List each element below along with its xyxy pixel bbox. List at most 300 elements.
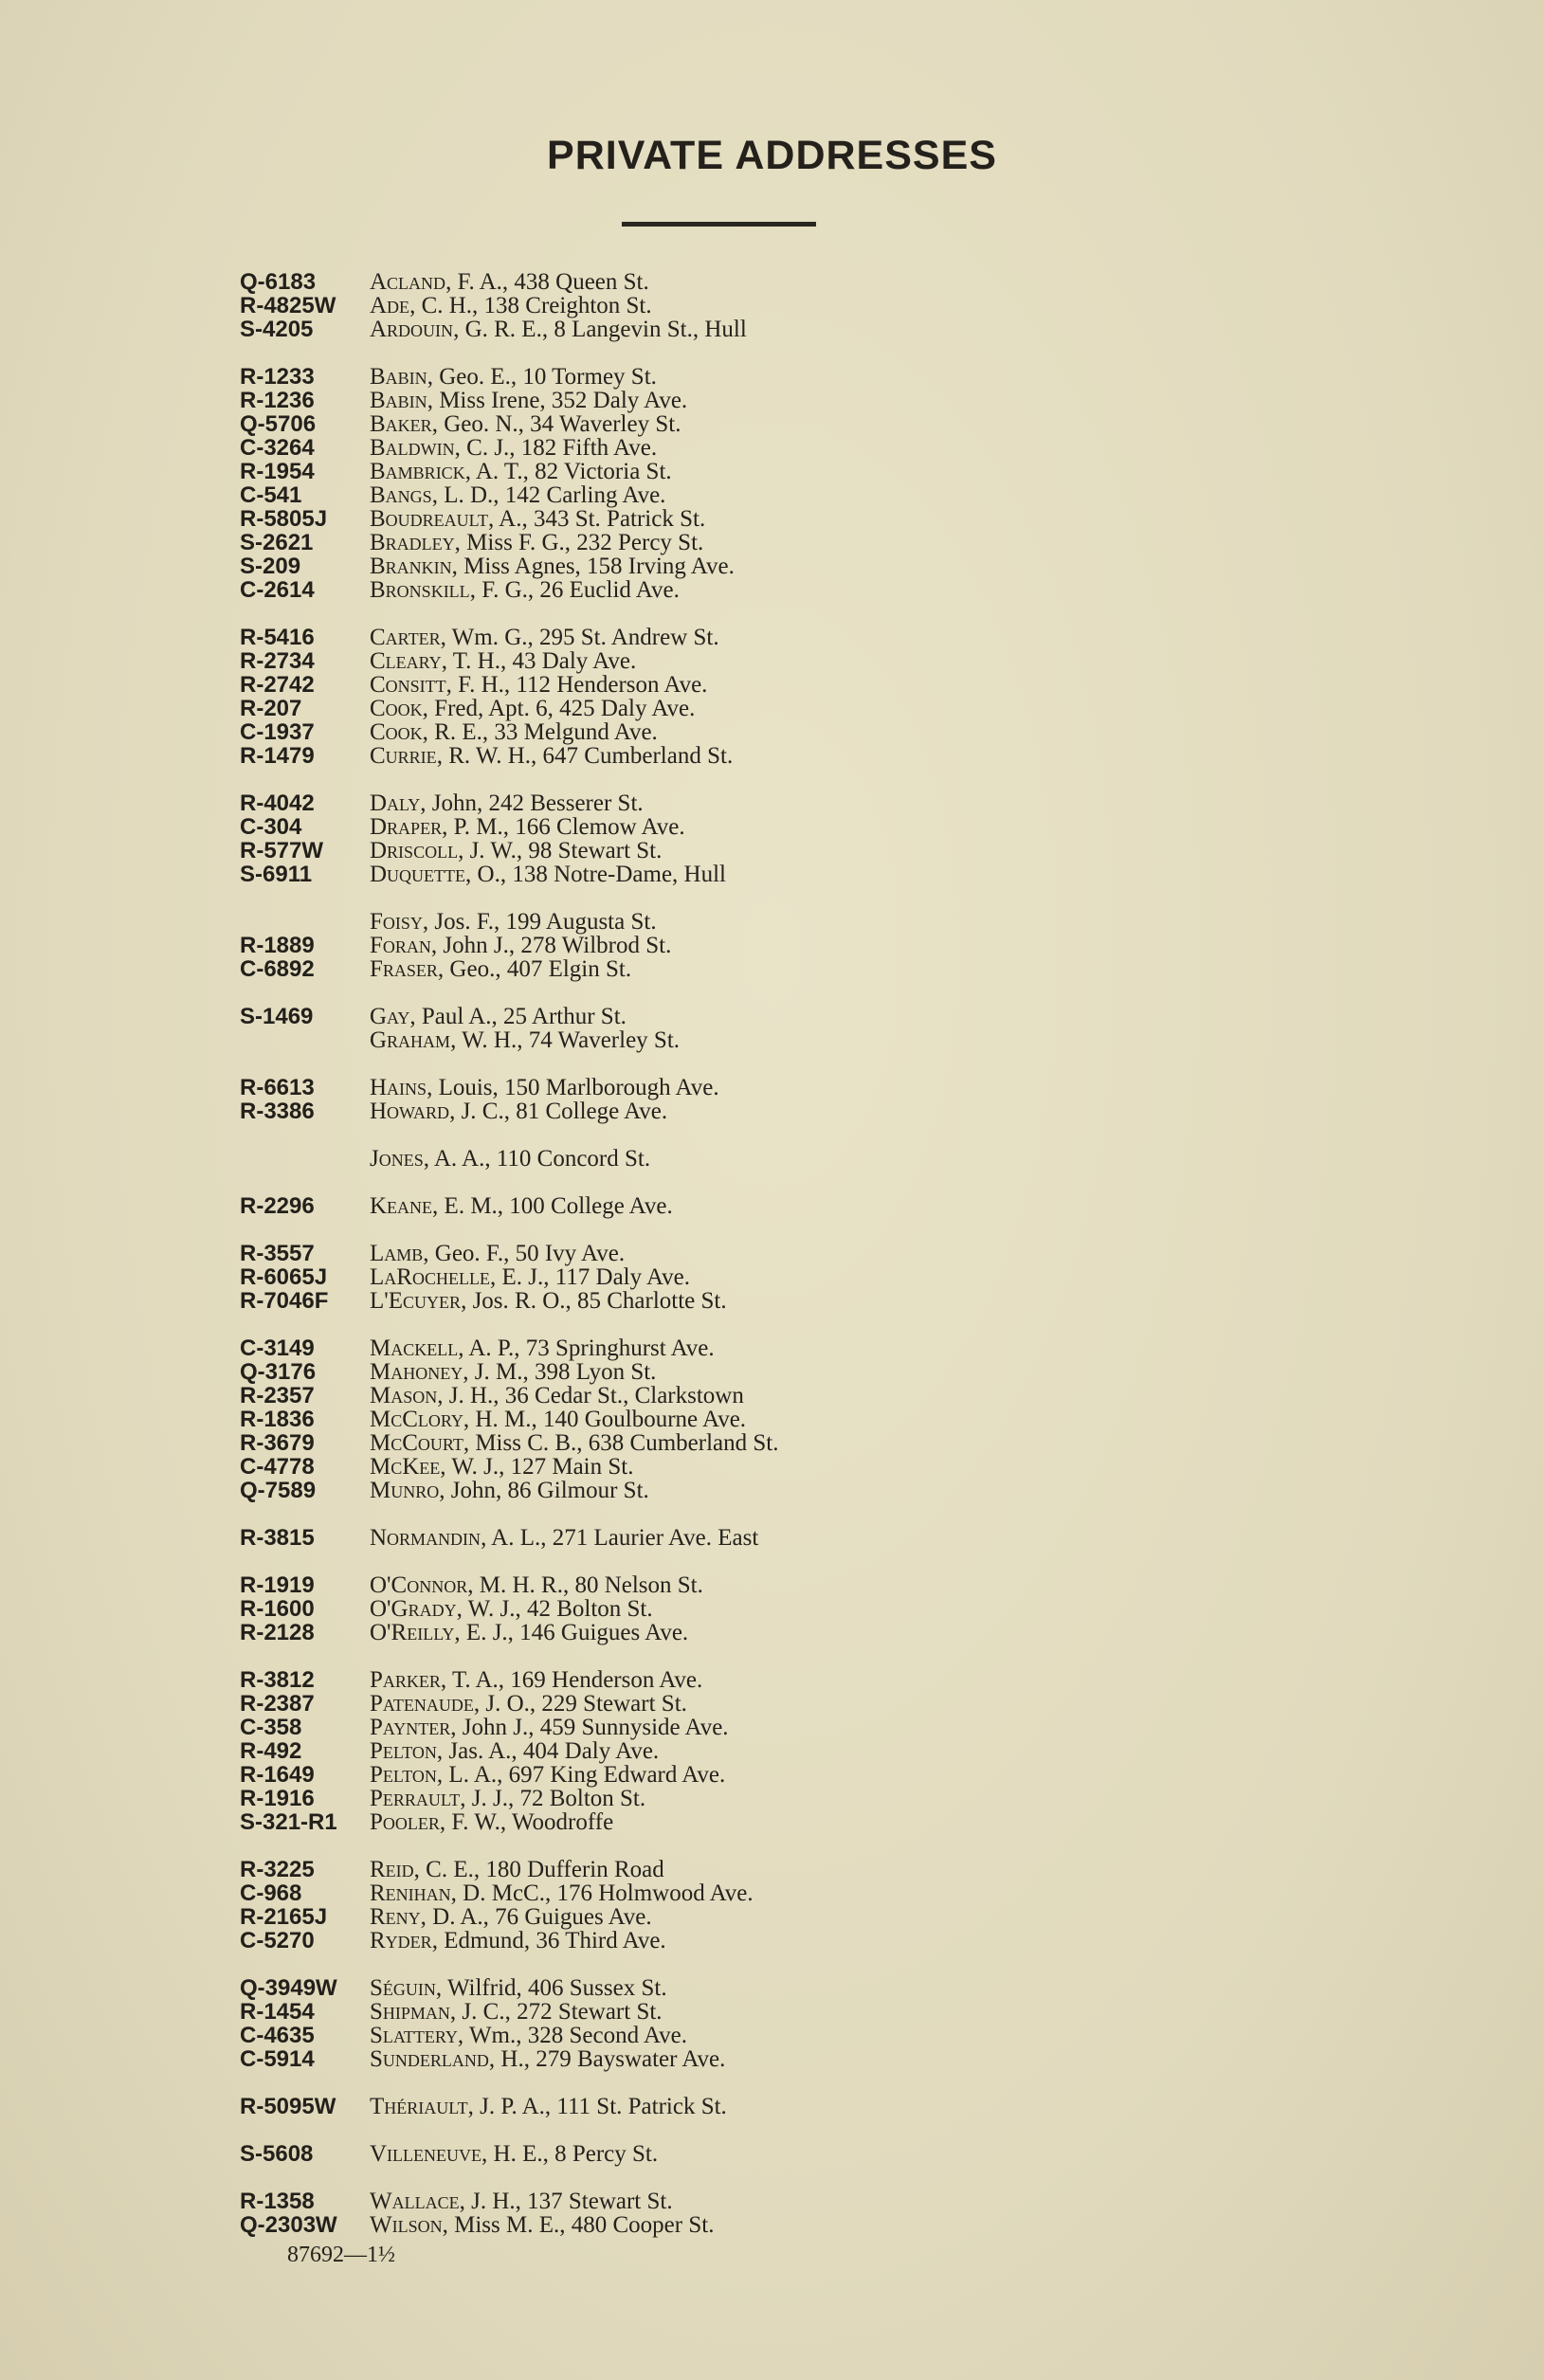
surname: Paynter [370,1715,451,1740]
letter-group [240,1004,1282,1051]
phone-code: R-6065J [240,1264,328,1290]
address-entry [240,1809,1282,1833]
entry-text [370,1359,656,1386]
entry-text [370,1407,746,1433]
surname: Bangs [370,482,432,508]
address-entry [240,1928,1282,1952]
address-detail: , C. H., 138 Creighton St. [409,293,652,318]
address-detail: , Fred, Apt. 6, 425 Daly Ave. [422,696,696,721]
surname: Parker [370,1667,441,1693]
surname: McClory [370,1407,463,1432]
page-title: PRIVATE ADDRESSES [547,133,997,178]
letter-group [240,1525,1282,1549]
surname: Hains [370,1075,427,1100]
phone-code: S-321-R1 [240,1809,337,1835]
entry-text [370,1904,652,1931]
letter-group [240,364,1282,601]
entry-text [370,2189,673,2215]
address-detail: , D. McC., 176 Holmwood Ave. [450,1880,754,1906]
entry-text [370,719,658,746]
surname: Pelton [370,1738,437,1764]
surname: Currie [370,743,437,769]
phone-code: C-3149 [240,1335,315,1361]
entry-text [370,1667,702,1694]
letter-group [240,1667,1282,1833]
address-entry [240,1620,1282,1644]
phone-code: R-207 [240,696,302,721]
address-entry [240,1880,1282,1904]
entry-text [370,506,705,533]
address-detail: , J. C., 81 College Ave. [449,1099,668,1124]
surname: Howard [370,1099,450,1124]
phone-code: R-3225 [240,1857,315,1882]
letter-group [240,1335,1282,1501]
entry-text [370,1454,633,1481]
letter-group [240,1193,1282,1217]
title-rule [622,222,816,227]
address-detail: , C. J., 182 Fifth Ave. [454,435,658,461]
address-detail: , P. M., 166 Clemow Ave. [442,814,685,840]
entry-text [370,530,703,556]
address-entry [240,862,1282,885]
entry-text [370,2094,727,2120]
address-list [240,269,1282,2260]
surname: Shipman [370,1999,450,2025]
address-entry [240,814,1282,838]
letter-group [240,1075,1282,1122]
address-detail: , Miss C. B., 638 Cumberland St. [463,1430,779,1456]
address-entry [240,577,1282,601]
surname: Cook [370,719,423,745]
surname: Wilson [370,2212,443,2238]
entry-text [370,1146,650,1172]
address-entry [240,625,1282,648]
surname: Reny [370,1904,421,1930]
address-entry [240,364,1282,388]
surname: Mackell [370,1335,459,1361]
entry-text [370,1857,664,1883]
address-detail: , F. G., 26 Euclid Ave. [469,577,680,603]
address-entry [240,1146,1282,1170]
phone-code: R-4042 [240,790,315,816]
entry-text [370,672,707,699]
entry-text [370,838,662,864]
phone-code: C-1937 [240,719,315,745]
surname: Bambrick [370,459,465,484]
address-entry [240,1383,1282,1407]
phone-code: R-7046F [240,1288,329,1314]
phone-code: C-541 [240,482,302,508]
address-detail: , Geo., 407 Elgin St. [437,956,632,982]
surname: Pelton [370,1762,437,1788]
address-detail: , W. J., 127 Main St. [440,1454,634,1480]
phone-code: Q-7589 [240,1478,317,1503]
phone-code: Q-2303W [240,2212,337,2238]
surname: Foran [370,933,431,958]
phone-code: R-2128 [240,1620,315,1645]
phone-code: R-2387 [240,1691,315,1717]
address-detail: , L. D., 142 Carling Ave. [431,482,666,508]
entry-text [370,1383,744,1409]
entry-text [370,1880,754,1907]
surname: Fraser [370,956,438,982]
address-detail: , G. R. E., 8 Langevin St., Hull [453,317,747,342]
phone-code: C-4635 [240,2023,315,2048]
address-detail: , Jas. A., 404 Daly Ave. [436,1738,660,1764]
phone-code: C-5270 [240,1928,315,1953]
letter-group [240,1241,1282,1312]
entry-text [370,459,672,485]
address-entry [240,1193,1282,1217]
entry-text [370,956,631,983]
entry-text [370,743,733,770]
surname: Munro [370,1478,440,1503]
entry-text [370,1075,719,1101]
phone-code: R-5095W [240,2094,336,2119]
address-detail: , John, 86 Gilmour St. [439,1478,649,1503]
surname: Baker [370,411,432,437]
phone-code: C-968 [240,1880,302,1906]
entry-text [370,482,665,509]
surname: Perrault [370,1786,461,1811]
surname: O'Reilly [370,1620,455,1645]
surname: Bradley [370,530,455,555]
phone-code: S-5608 [240,2141,314,2167]
address-detail: , J. H., 36 Cedar St., Clarkstown [437,1383,744,1408]
address-entry [240,1715,1282,1738]
surname: Babin [370,388,427,413]
entry-text [370,1786,645,1812]
address-entry [240,1478,1282,1501]
entry-text [370,1288,727,1315]
letter-group [240,909,1282,980]
address-entry [240,838,1282,862]
address-entry [240,909,1282,933]
entry-text [370,1264,690,1291]
address-entry [240,1359,1282,1383]
phone-code: C-2614 [240,577,315,603]
address-detail: , Paul A., 25 Arthur St. [409,1004,627,1029]
phone-code: S-2621 [240,530,314,555]
phone-code: Q-6183 [240,269,317,295]
surname: Carter [370,625,441,650]
surname: Reid [370,1857,414,1882]
address-entry [240,1975,1282,1999]
address-detail: , Geo. N., 34 Waverley St. [431,411,681,437]
address-detail: , Edmund, 36 Third Ave. [431,1928,666,1953]
address-detail: , A. P., 73 Springhurst Ave. [458,1335,715,1361]
address-detail: , J. C., 272 Stewart St. [449,1999,663,2025]
entry-text [370,1027,680,1054]
address-detail: , John J., 459 Sunnyside Ave. [450,1715,729,1740]
entry-text [370,625,719,651]
address-entry [240,1525,1282,1549]
entry-text [370,790,644,817]
address-entry [240,1004,1282,1027]
phone-code: R-5805J [240,506,328,532]
entry-text [370,554,735,580]
page-footer: 87692—1½ [287,2243,395,2267]
address-entry [240,530,1282,554]
address-entry [240,2189,1282,2212]
address-detail: , T. H., 43 Daly Ave. [441,648,637,674]
address-detail: , Jos. R. O., 85 Charlotte St. [461,1288,727,1314]
address-detail: , J. W., 98 Stewart St. [458,838,663,863]
address-entry [240,696,1282,719]
address-entry [240,1099,1282,1122]
address-detail: , John J., 278 Wilbrod St. [430,933,672,958]
letter-group [240,625,1282,767]
phone-code: R-2357 [240,1383,315,1408]
entry-text [370,1525,758,1552]
entry-text [370,1620,688,1646]
phone-code: R-5416 [240,625,315,650]
phone-code: R-3815 [240,1525,315,1551]
address-detail: , A., 343 St. Patrick St. [488,506,706,532]
address-detail: , F. A., 438 Queen St. [445,269,649,295]
entry-text [370,696,695,722]
surname: Lamb [370,1241,424,1266]
entry-text [370,1596,653,1623]
surname: Draper [370,814,443,840]
phone-code: R-3386 [240,1099,315,1124]
address-entry [240,1027,1282,1051]
letter-group [240,2141,1282,2165]
phone-code: R-1358 [240,2189,315,2214]
letter-group [240,790,1282,885]
address-entry [240,1596,1282,1620]
entry-text [370,1430,779,1457]
phone-code: R-1454 [240,1999,315,2025]
surname: Duquette [370,862,466,887]
address-entry [240,293,1282,317]
surname: McCourt [370,1430,463,1456]
surname: Cook [370,696,423,721]
address-entry [240,933,1282,956]
address-entry [240,506,1282,530]
address-detail: , F. W., Woodroffe [439,1809,614,1835]
letter-group [240,2094,1282,2117]
phone-code: S-1469 [240,1004,314,1029]
surname: Babin [370,364,427,390]
address-detail: , Wilfrid, 406 Sussex St. [435,1975,667,2001]
surname: Patenaude [370,1691,474,1717]
surname: Foisy [370,909,423,935]
surname: Boudreault [370,506,489,532]
address-entry [240,719,1282,743]
address-entry [240,1454,1282,1478]
entry-text [370,2023,687,2049]
address-detail: , E. J., 117 Daly Ave. [489,1264,691,1290]
phone-code: R-1236 [240,388,315,413]
entry-text [370,1928,666,1954]
letter-group [240,1572,1282,1644]
entry-text [370,1999,663,2026]
surname: Daly [370,790,421,816]
surname: Driscoll [370,838,459,863]
phone-code: C-4778 [240,1454,315,1480]
address-detail: , M. H. R., 80 Nelson St. [467,1572,703,1598]
address-detail: , H. E., 8 Percy St. [481,2141,659,2167]
address-entry [240,317,1282,340]
address-entry [240,2094,1282,2117]
address-detail: , Geo. F., 50 Ivy Ave. [423,1241,626,1266]
surname: Graham [370,1027,451,1053]
address-entry [240,554,1282,577]
address-entry [240,1288,1282,1312]
address-entry [240,1572,1282,1596]
address-detail: , D. A., 76 Guigues Ave. [420,1904,652,1930]
surname: Gay [370,1004,410,1029]
surname: Thériault [370,2094,468,2119]
address-entry [240,1857,1282,1880]
phone-code: R-3557 [240,1241,315,1266]
entry-text [370,388,687,414]
surname: Wallace [370,2189,460,2214]
entry-text [370,1975,667,2002]
phone-code: S-209 [240,554,301,579]
surname: Keane [370,1193,433,1219]
surname: Brankin [370,554,452,579]
address-entry [240,956,1282,980]
address-entry [240,1241,1282,1264]
phone-code: R-3812 [240,1667,315,1693]
address-detail: , J. J., 72 Bolton St. [460,1786,646,1811]
entry-text [370,1004,627,1030]
surname: Ardouin [370,317,454,342]
phone-code: C-5914 [240,2046,315,2072]
surname: Consitt [370,672,446,698]
entry-text [370,577,680,604]
entry-text [370,1715,729,1741]
entry-text [370,293,652,319]
address-entry [240,2046,1282,2070]
phone-code: R-577W [240,838,324,863]
address-detail: , Louis, 150 Marlborough Ave. [427,1075,719,1100]
entry-text [370,1193,673,1220]
letter-group [240,1975,1282,2070]
phone-code: C-304 [240,814,302,840]
address-detail: , A. L., 271 Laurier Ave. East [481,1525,759,1551]
address-detail: , Miss F. G., 232 Percy St. [454,530,704,555]
address-entry [240,482,1282,506]
surname: Ryder [370,1928,432,1953]
entry-text [370,1241,625,1267]
phone-code: R-2742 [240,672,315,698]
address-entry [240,1075,1282,1099]
entry-text [370,1335,715,1362]
surname: L'Ecuyer [370,1288,462,1314]
address-detail: , R. E., 33 Melgund Ave. [422,719,658,745]
address-entry [240,1999,1282,2023]
address-entry [240,1691,1282,1715]
entry-text [370,909,657,936]
surname: Pooler [370,1809,440,1835]
entry-text [370,1809,613,1836]
phone-code: Q-3949W [240,1975,337,2001]
phone-code: R-1649 [240,1762,315,1788]
entry-text [370,1762,725,1789]
address-detail: , J. M., 398 Lyon St. [463,1359,657,1385]
phone-code: R-1600 [240,1596,315,1622]
surname: Mahoney [370,1359,463,1385]
phone-code: R-4825W [240,293,336,318]
address-detail: , John, 242 Besserer St. [420,790,644,816]
phone-code: R-1954 [240,459,315,484]
phone-code: R-1916 [240,1786,315,1811]
entry-text [370,1572,703,1599]
entry-text [370,435,657,462]
address-detail: , Miss Irene, 352 Daly Ave. [427,388,688,413]
letter-group [240,1857,1282,1952]
surname: Renihan [370,1880,451,1906]
address-detail: , Jos. F., 199 Augusta St. [422,909,657,935]
address-detail: , Miss M. E., 480 Cooper St. [442,2212,715,2238]
phone-code: R-2296 [240,1193,315,1219]
surname: LaRochelle [370,1264,490,1290]
address-entry [240,1786,1282,1809]
letter-group [240,269,1282,340]
address-detail: , E. M., 100 College Ave. [432,1193,673,1219]
address-entry [240,435,1282,459]
entry-text [370,2046,725,2073]
address-detail: , J. P. A., 111 St. Patrick St. [467,2094,727,2119]
phone-code: R-1889 [240,933,315,958]
address-entry [240,648,1282,672]
address-detail: , L. A., 697 King Edward Ave. [436,1762,726,1788]
surname: Mason [370,1383,438,1408]
address-entry [240,743,1282,767]
phone-code: R-1836 [240,1407,315,1432]
address-entry [240,1667,1282,1691]
entry-text [370,411,681,438]
surname: Cleary [370,648,442,674]
address-entry [240,1407,1282,1430]
phone-code: R-2165J [240,1904,328,1930]
phone-code: R-1919 [240,1572,315,1598]
address-detail: , J. H., 137 Stewart St. [459,2189,673,2214]
phone-code: S-6911 [240,862,313,887]
surname: Séguin [370,1975,436,2001]
address-detail: , R. W. H., 647 Cumberland St. [436,743,734,769]
phone-code: C-3264 [240,435,315,461]
address-detail: , T. A., 169 Henderson Ave. [440,1667,703,1693]
address-detail: , O., 138 Notre-Dame, Hull [465,862,726,887]
address-detail: , F. H., 112 Henderson Ave. [445,672,708,698]
surname: Sunderland [370,2046,489,2072]
entry-text [370,364,657,391]
entry-text [370,648,636,675]
address-entry [240,1335,1282,1359]
entry-text [370,2212,714,2239]
surname: Ade [370,293,410,318]
phone-code: S-4205 [240,317,314,342]
entry-text [370,317,747,343]
address-detail: , H. M., 140 Goulbourne Ave. [463,1407,747,1432]
address-entry [240,2212,1282,2236]
phone-code: R-492 [240,1738,302,1764]
address-detail: , J. O., 229 Stewart St. [473,1691,687,1717]
entry-text [370,862,726,888]
address-detail: , Wm. G., 295 St. Andrew St. [440,625,719,650]
address-entry [240,2023,1282,2046]
entry-text [370,1691,687,1717]
address-detail: , A. A., 110 Concord St. [423,1146,651,1172]
address-detail: , A. T., 82 Victoria St. [464,459,672,484]
letter-group [240,2189,1282,2236]
surname: O'Grady [370,1596,457,1622]
surname: McKee [370,1454,441,1480]
